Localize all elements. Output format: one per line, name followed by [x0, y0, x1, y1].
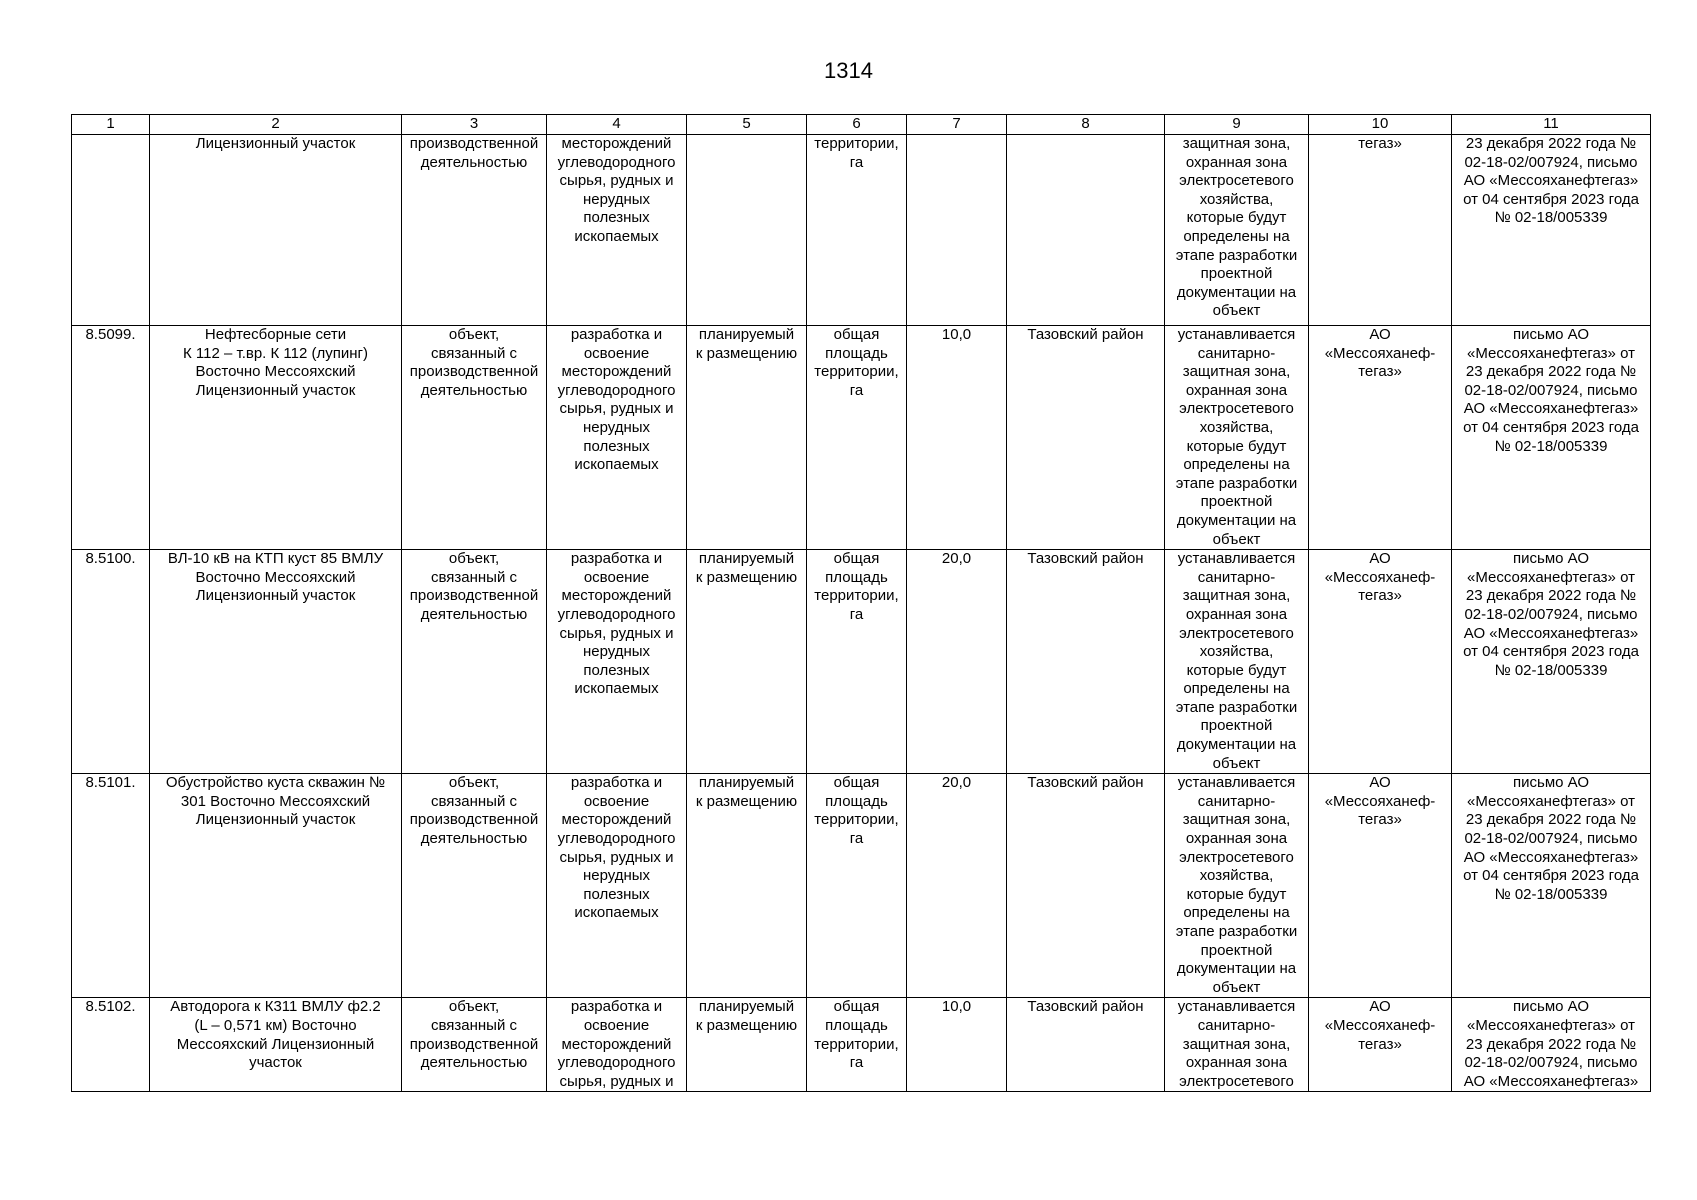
organization-text: «Мессояханеф- — [1324, 568, 1436, 586]
object-purpose-text: нерудных — [582, 867, 651, 885]
table-row — [72, 774, 1651, 998]
source-document-cell — [1452, 135, 1651, 326]
zone-info-text: которые будут — [1186, 437, 1287, 455]
characteristic-name-text: площадь — [825, 568, 888, 586]
zone-info-text: документации на — [1176, 960, 1297, 978]
row-number-cell — [72, 998, 150, 1092]
object-purpose-text: ископаемых — [574, 227, 659, 245]
column-header: 3 — [402, 115, 547, 135]
object-purpose-text: освоение — [583, 792, 650, 810]
object-status-cell — [687, 998, 807, 1092]
zone-info-text: проектной — [1200, 941, 1273, 959]
organization-cell — [1309, 550, 1452, 774]
organization-cell — [1309, 326, 1452, 550]
source-document-cell — [1452, 774, 1651, 998]
characteristic-value-text: 10,0 — [941, 998, 972, 1016]
zone-info-text: охранная зона — [1185, 1054, 1288, 1072]
source-document-text: письмо АО — [1513, 550, 1589, 568]
object-purpose-text: месторождений — [561, 135, 672, 152]
source-document-text: 02-18-02/007924, письмо — [1464, 605, 1638, 623]
object-status-cell — [687, 135, 807, 326]
table-row — [72, 326, 1651, 550]
object-purpose-text: нерудных — [582, 190, 651, 208]
object-purpose-text: углеводородного — [557, 605, 676, 623]
object-category-text: связанный с — [430, 1016, 518, 1034]
object-category-cell — [402, 135, 547, 326]
object-purpose-text: месторождений — [561, 587, 672, 605]
source-document-text: АО «Мессояханефтегаз» — [1463, 848, 1639, 866]
object-category-text: производственной — [409, 587, 539, 605]
source-document-text: от 04 сентября 2023 года — [1463, 418, 1639, 436]
object-name-text: Лицензионный участок — [195, 811, 356, 829]
object-category-text: деятельностью — [420, 605, 528, 623]
row-number-cell — [72, 774, 150, 998]
object-status-cell — [687, 326, 807, 550]
organization-text: «Мессояханеф- — [1324, 344, 1436, 362]
zone-info-cell — [1165, 774, 1309, 998]
source-document-text: АО «Мессояханефтегаз» — [1463, 400, 1639, 418]
characteristic-name-text: га — [849, 153, 864, 171]
organization-text: «Мессояханеф- — [1324, 792, 1436, 810]
object-category-text: производственной — [409, 363, 539, 381]
object-purpose-text: полезных — [583, 661, 650, 679]
object-name-cell — [150, 998, 402, 1092]
organization-text: тегаз» — [1358, 587, 1402, 605]
zone-info-text: проектной — [1200, 493, 1273, 511]
characteristic-name-text: га — [849, 605, 864, 623]
object-category-text: объект, — [448, 998, 500, 1016]
zone-info-text: устанавливается — [1177, 998, 1296, 1016]
zone-info-text: защитная зона, — [1182, 811, 1291, 829]
object-purpose-text: разработка и — [570, 550, 663, 568]
zone-info-text: этапе разработки — [1175, 923, 1298, 940]
object-name-cell — [150, 550, 402, 774]
source-document-text: АО «Мессояханефтегаз» — [1463, 172, 1639, 190]
zone-info-text: охранная зона — [1185, 605, 1288, 623]
source-document-text: письмо АО — [1513, 326, 1589, 343]
organization-cell — [1309, 135, 1452, 326]
object-status-text: к размещению — [695, 568, 798, 586]
source-document-text: 23 декабря 2022 года № — [1465, 135, 1637, 152]
object-name-text: К 112 – т.вр. К 112 (лупинг) — [182, 344, 368, 362]
row-number-cell — [72, 326, 150, 550]
object-category-cell — [402, 550, 547, 774]
object-name-text: Нефтесборные сети — [204, 326, 347, 343]
zone-info-text: охранная зона — [1185, 153, 1288, 171]
characteristic-name-cell — [807, 135, 907, 326]
column-header: 10 — [1309, 115, 1452, 135]
object-purpose-cell — [547, 550, 687, 774]
object-purpose-text: сырья, рудных и — [559, 848, 674, 866]
zone-info-text: устанавливается — [1177, 774, 1296, 792]
row-number-cell — [72, 135, 150, 326]
characteristic-name-cell — [807, 774, 907, 998]
row-number-text: 8.5102. — [85, 998, 136, 1016]
zone-info-cell — [1165, 550, 1309, 774]
object-category-cell — [402, 998, 547, 1092]
characteristic-name-text: га — [849, 1054, 864, 1072]
zone-info-text: хозяйства, — [1199, 418, 1274, 436]
object-purpose-text: полезных — [583, 437, 650, 455]
zone-info-text: защитная зона, — [1182, 587, 1291, 605]
source-document-text: письмо АО — [1513, 774, 1589, 792]
object-name-text: Обустройство куста скважин № — [165, 774, 386, 792]
object-purpose-text: ископаемых — [574, 904, 659, 922]
object-purpose-text: разработка и — [570, 774, 663, 792]
object-purpose-text: углеводородного — [557, 1054, 676, 1072]
object-purpose-text: ископаемых — [574, 456, 659, 474]
location-text: Тазовский район — [1027, 550, 1144, 568]
zone-info-text: санитарно- — [1197, 1016, 1276, 1034]
object-name-text: Лицензионный участок — [195, 135, 356, 152]
zone-info-text: электросетевого — [1179, 400, 1294, 418]
object-status-text: планируемый — [698, 998, 795, 1016]
zone-info-text: объект — [1212, 530, 1261, 548]
zone-info-text: электросетевого — [1179, 172, 1294, 190]
source-document-text: № 02-18/005339 — [1494, 209, 1608, 227]
zone-info-text: этапе разработки — [1175, 698, 1298, 716]
organization-text: тегаз» — [1358, 811, 1402, 829]
table-row — [72, 550, 1651, 774]
zone-info-cell — [1165, 326, 1309, 550]
zone-info-text: хозяйства, — [1199, 643, 1274, 661]
zone-info-text: которые будут — [1186, 885, 1287, 903]
object-purpose-text: полезных — [583, 209, 650, 227]
object-name-text: Лицензионный участок — [195, 587, 356, 605]
object-purpose-text: сырья, рудных и — [559, 172, 674, 190]
registry-table — [71, 114, 1651, 1092]
object-purpose-text: разработка и — [570, 998, 663, 1016]
zone-info-text: защитная зона, — [1182, 135, 1291, 152]
zone-info-text: документации на — [1176, 283, 1297, 301]
source-document-text: «Мессояханефтегаз» от — [1467, 792, 1635, 810]
characteristic-name-text: площадь — [825, 792, 888, 810]
source-document-text: 02-18-02/007924, письмо — [1464, 381, 1638, 399]
zone-info-text: защитная зона, — [1182, 363, 1291, 381]
object-purpose-text: сырья, рудных и — [559, 400, 674, 418]
row-number-text: 8.5101. — [85, 774, 136, 792]
source-document-text: № 02-18/005339 — [1494, 885, 1608, 903]
object-name-text: Лицензионный участок — [195, 381, 356, 399]
characteristic-name-text: площадь — [825, 1016, 888, 1034]
object-purpose-text: сырья, рудных и — [559, 1072, 674, 1090]
zone-info-text: санитарно- — [1197, 568, 1276, 586]
object-category-text: объект, — [448, 326, 500, 343]
characteristic-value-text: 20,0 — [941, 550, 972, 568]
object-purpose-text: ископаемых — [574, 680, 659, 698]
source-document-text: 02-18-02/007924, письмо — [1464, 153, 1638, 171]
column-header: 2 — [150, 115, 402, 135]
table-row — [72, 998, 1651, 1092]
object-name-cell — [150, 326, 402, 550]
page-number: 1314 — [824, 58, 873, 83]
zone-info-text: которые будут — [1186, 209, 1287, 227]
organization-cell — [1309, 998, 1452, 1092]
organization-text: АО — [1369, 550, 1391, 568]
location-cell — [1007, 135, 1165, 326]
zone-info-text: охранная зона — [1185, 830, 1288, 848]
characteristic-name-text: площадь — [825, 344, 888, 362]
object-status-text: планируемый — [698, 550, 795, 568]
zone-info-cell — [1165, 998, 1309, 1092]
object-name-cell — [150, 774, 402, 998]
source-document-text: «Мессояханефтегаз» от — [1467, 344, 1635, 362]
zone-info-text: проектной — [1200, 265, 1273, 283]
zone-info-text: определены на — [1183, 904, 1290, 922]
zone-info-text: устанавливается — [1177, 550, 1296, 568]
object-purpose-text: углеводородного — [557, 381, 676, 399]
source-document-cell — [1452, 998, 1651, 1092]
characteristic-name-text: га — [849, 381, 864, 399]
object-name-text: 301 Восточно Мессояхский — [180, 792, 371, 810]
source-document-text: от 04 сентября 2023 года — [1463, 867, 1639, 885]
zone-info-text: электросетевого — [1179, 1072, 1294, 1090]
column-header: 11 — [1452, 115, 1651, 135]
source-document-text: 23 декабря 2022 года № — [1465, 587, 1637, 605]
source-document-text: № 02-18/005339 — [1494, 661, 1608, 679]
characteristic-name-text: общая — [833, 326, 880, 343]
zone-info-text: проектной — [1200, 717, 1273, 735]
zone-info-text: санитарно- — [1197, 792, 1276, 810]
source-document-cell — [1452, 550, 1651, 774]
object-category-text: деятельностью — [420, 153, 528, 171]
object-category-text: объект, — [448, 774, 500, 792]
object-purpose-text: освоение — [583, 568, 650, 586]
row-number-cell — [72, 550, 150, 774]
characteristic-name-cell — [807, 998, 907, 1092]
row-number-text: 8.5099. — [85, 326, 136, 343]
object-purpose-text: сырья, рудных и — [559, 624, 674, 642]
source-document-text: 02-18-02/007924, письмо — [1464, 1054, 1638, 1072]
source-document-text: от 04 сентября 2023 года — [1463, 643, 1639, 661]
source-document-text: АО «Мессояханефтегаз» — [1463, 624, 1639, 642]
column-header: 8 — [1007, 115, 1165, 135]
object-name-text: Автодорога к К311 ВМЛУ ф2.2 — [170, 998, 381, 1016]
source-document-text: 23 декабря 2022 года № — [1465, 1035, 1637, 1053]
object-status-cell — [687, 774, 807, 998]
object-category-text: производственной — [409, 1035, 539, 1053]
zone-info-text: которые будут — [1186, 661, 1287, 679]
zone-info-text: этапе разработки — [1175, 474, 1298, 492]
object-purpose-text: углеводородного — [557, 153, 676, 171]
zone-info-text: электросетевого — [1179, 848, 1294, 866]
source-document-text: «Мессояханефтегаз» от — [1467, 568, 1635, 586]
characteristic-name-text: общая — [833, 998, 880, 1016]
zone-info-text: охранная зона — [1185, 381, 1288, 399]
zone-info-text: электросетевого — [1179, 624, 1294, 642]
zone-info-text: определены на — [1183, 227, 1290, 245]
object-name-text: (L – 0,571 км) Восточно — [194, 1016, 357, 1034]
location-cell — [1007, 774, 1165, 998]
organization-text: АО — [1369, 326, 1391, 343]
organization-text: тегаз» — [1358, 363, 1402, 381]
object-category-cell — [402, 326, 547, 550]
location-cell — [1007, 550, 1165, 774]
zone-info-text: объект — [1212, 754, 1261, 772]
object-category-text: деятельностью — [420, 1054, 528, 1072]
source-document-text: АО «Мессояханефтегаз» — [1463, 1072, 1639, 1090]
zone-info-text: хозяйства, — [1199, 190, 1274, 208]
organization-text: АО — [1369, 774, 1391, 792]
characteristic-value-cell — [907, 774, 1007, 998]
object-purpose-text: месторождений — [561, 811, 672, 829]
table-row — [72, 135, 1651, 326]
object-name-text: Восточно Мессояхский — [195, 568, 356, 586]
source-document-text: 23 декабря 2022 года № — [1465, 363, 1637, 381]
object-category-text: связанный с — [430, 568, 518, 586]
characteristic-value-text: 10,0 — [941, 326, 972, 343]
object-status-text: к размещению — [695, 344, 798, 362]
object-category-text: связанный с — [430, 792, 518, 810]
organization-text: «Мессояханеф- — [1324, 1016, 1436, 1034]
object-purpose-text: углеводородного — [557, 830, 676, 848]
source-document-text: 02-18-02/007924, письмо — [1464, 830, 1638, 848]
location-text: Тазовский район — [1027, 774, 1144, 792]
zone-info-text: документации на — [1176, 736, 1297, 754]
characteristic-value-cell — [907, 326, 1007, 550]
column-header: 6 — [807, 115, 907, 135]
characteristic-name-text: территории, — [814, 135, 899, 152]
zone-info-text: определены на — [1183, 680, 1290, 698]
characteristic-value-cell — [907, 998, 1007, 1092]
characteristic-name-text: территории, — [814, 1035, 899, 1053]
characteristic-value-text: 20,0 — [941, 774, 972, 792]
object-purpose-text: нерудных — [582, 643, 651, 661]
row-number-text: 8.5100. — [85, 550, 136, 568]
zone-info-text: этапе разработки — [1175, 246, 1298, 264]
zone-info-text: объект — [1212, 978, 1261, 996]
organization-text: АО — [1369, 998, 1391, 1016]
object-category-text: деятельностью — [420, 830, 528, 848]
column-header: 9 — [1165, 115, 1309, 135]
characteristic-name-text: территории, — [814, 587, 899, 605]
zone-info-cell — [1165, 135, 1309, 326]
zone-info-text: определены на — [1183, 456, 1290, 474]
source-document-text: № 02-18/005339 — [1494, 437, 1608, 455]
object-category-text: связанный с — [430, 344, 518, 362]
characteristic-name-cell — [807, 326, 907, 550]
object-purpose-cell — [547, 135, 687, 326]
characteristic-value-cell — [907, 135, 1007, 326]
location-cell — [1007, 998, 1165, 1092]
object-purpose-text: месторождений — [561, 363, 672, 381]
zone-info-text: санитарно- — [1197, 344, 1276, 362]
object-status-text: планируемый — [698, 326, 795, 343]
object-name-text: Восточно Мессояхский — [195, 363, 356, 381]
source-document-text: «Мессояханефтегаз» от — [1467, 1016, 1635, 1034]
characteristic-name-text: га — [849, 830, 864, 848]
object-category-cell — [402, 774, 547, 998]
source-document-text: письмо АО — [1513, 998, 1589, 1016]
object-purpose-cell — [547, 774, 687, 998]
organization-text: тегаз» — [1358, 135, 1402, 152]
source-document-text: 23 декабря 2022 года № — [1465, 811, 1637, 829]
object-purpose-text: полезных — [583, 885, 650, 903]
object-purpose-cell — [547, 998, 687, 1092]
source-document-cell — [1452, 326, 1651, 550]
object-purpose-text: нерудных — [582, 418, 651, 436]
characteristic-name-text: общая — [833, 550, 880, 568]
object-name-cell — [150, 135, 402, 326]
object-category-text: деятельностью — [420, 381, 528, 399]
column-header: 4 — [547, 115, 687, 135]
object-purpose-text: месторождений — [561, 1035, 672, 1053]
organization-cell — [1309, 774, 1452, 998]
object-purpose-text: разработка и — [570, 326, 663, 343]
object-purpose-text: освоение — [583, 1016, 650, 1034]
object-status-text: к размещению — [695, 1016, 798, 1034]
zone-info-text: устанавливается — [1177, 326, 1296, 343]
object-name-text: участок — [249, 1054, 302, 1072]
column-header: 1 — [72, 115, 150, 135]
location-text: Тазовский район — [1027, 326, 1144, 343]
object-status-text: планируемый — [698, 774, 795, 792]
object-purpose-text: освоение — [583, 344, 650, 362]
zone-info-text: хозяйства, — [1199, 867, 1274, 885]
zone-info-text: защитная зона, — [1182, 1035, 1291, 1053]
characteristic-name-text: территории, — [814, 363, 899, 381]
characteristic-name-text: территории, — [814, 811, 899, 829]
characteristic-name-text: общая — [833, 774, 880, 792]
characteristic-value-cell — [907, 550, 1007, 774]
column-header: 5 — [687, 115, 807, 135]
object-status-cell — [687, 550, 807, 774]
object-name-text: ВЛ-10 кВ на КТП куст 85 ВМЛУ — [167, 550, 384, 568]
location-cell — [1007, 326, 1165, 550]
object-category-text: объект, — [448, 550, 500, 568]
object-purpose-cell — [547, 326, 687, 550]
source-document-text: от 04 сентября 2023 года — [1463, 190, 1639, 208]
object-category-text: производственной — [409, 811, 539, 829]
object-name-text: Мессояхский Лицензионный — [176, 1035, 375, 1053]
location-text: Тазовский район — [1027, 998, 1144, 1016]
column-number-row — [72, 115, 1651, 135]
zone-info-text: документации на — [1176, 511, 1297, 529]
characteristic-name-cell — [807, 550, 907, 774]
object-category-text: производственной — [409, 135, 539, 152]
object-status-text: к размещению — [695, 792, 798, 810]
column-header: 7 — [907, 115, 1007, 135]
zone-info-text: объект — [1212, 302, 1261, 320]
organization-text: тегаз» — [1358, 1035, 1402, 1053]
